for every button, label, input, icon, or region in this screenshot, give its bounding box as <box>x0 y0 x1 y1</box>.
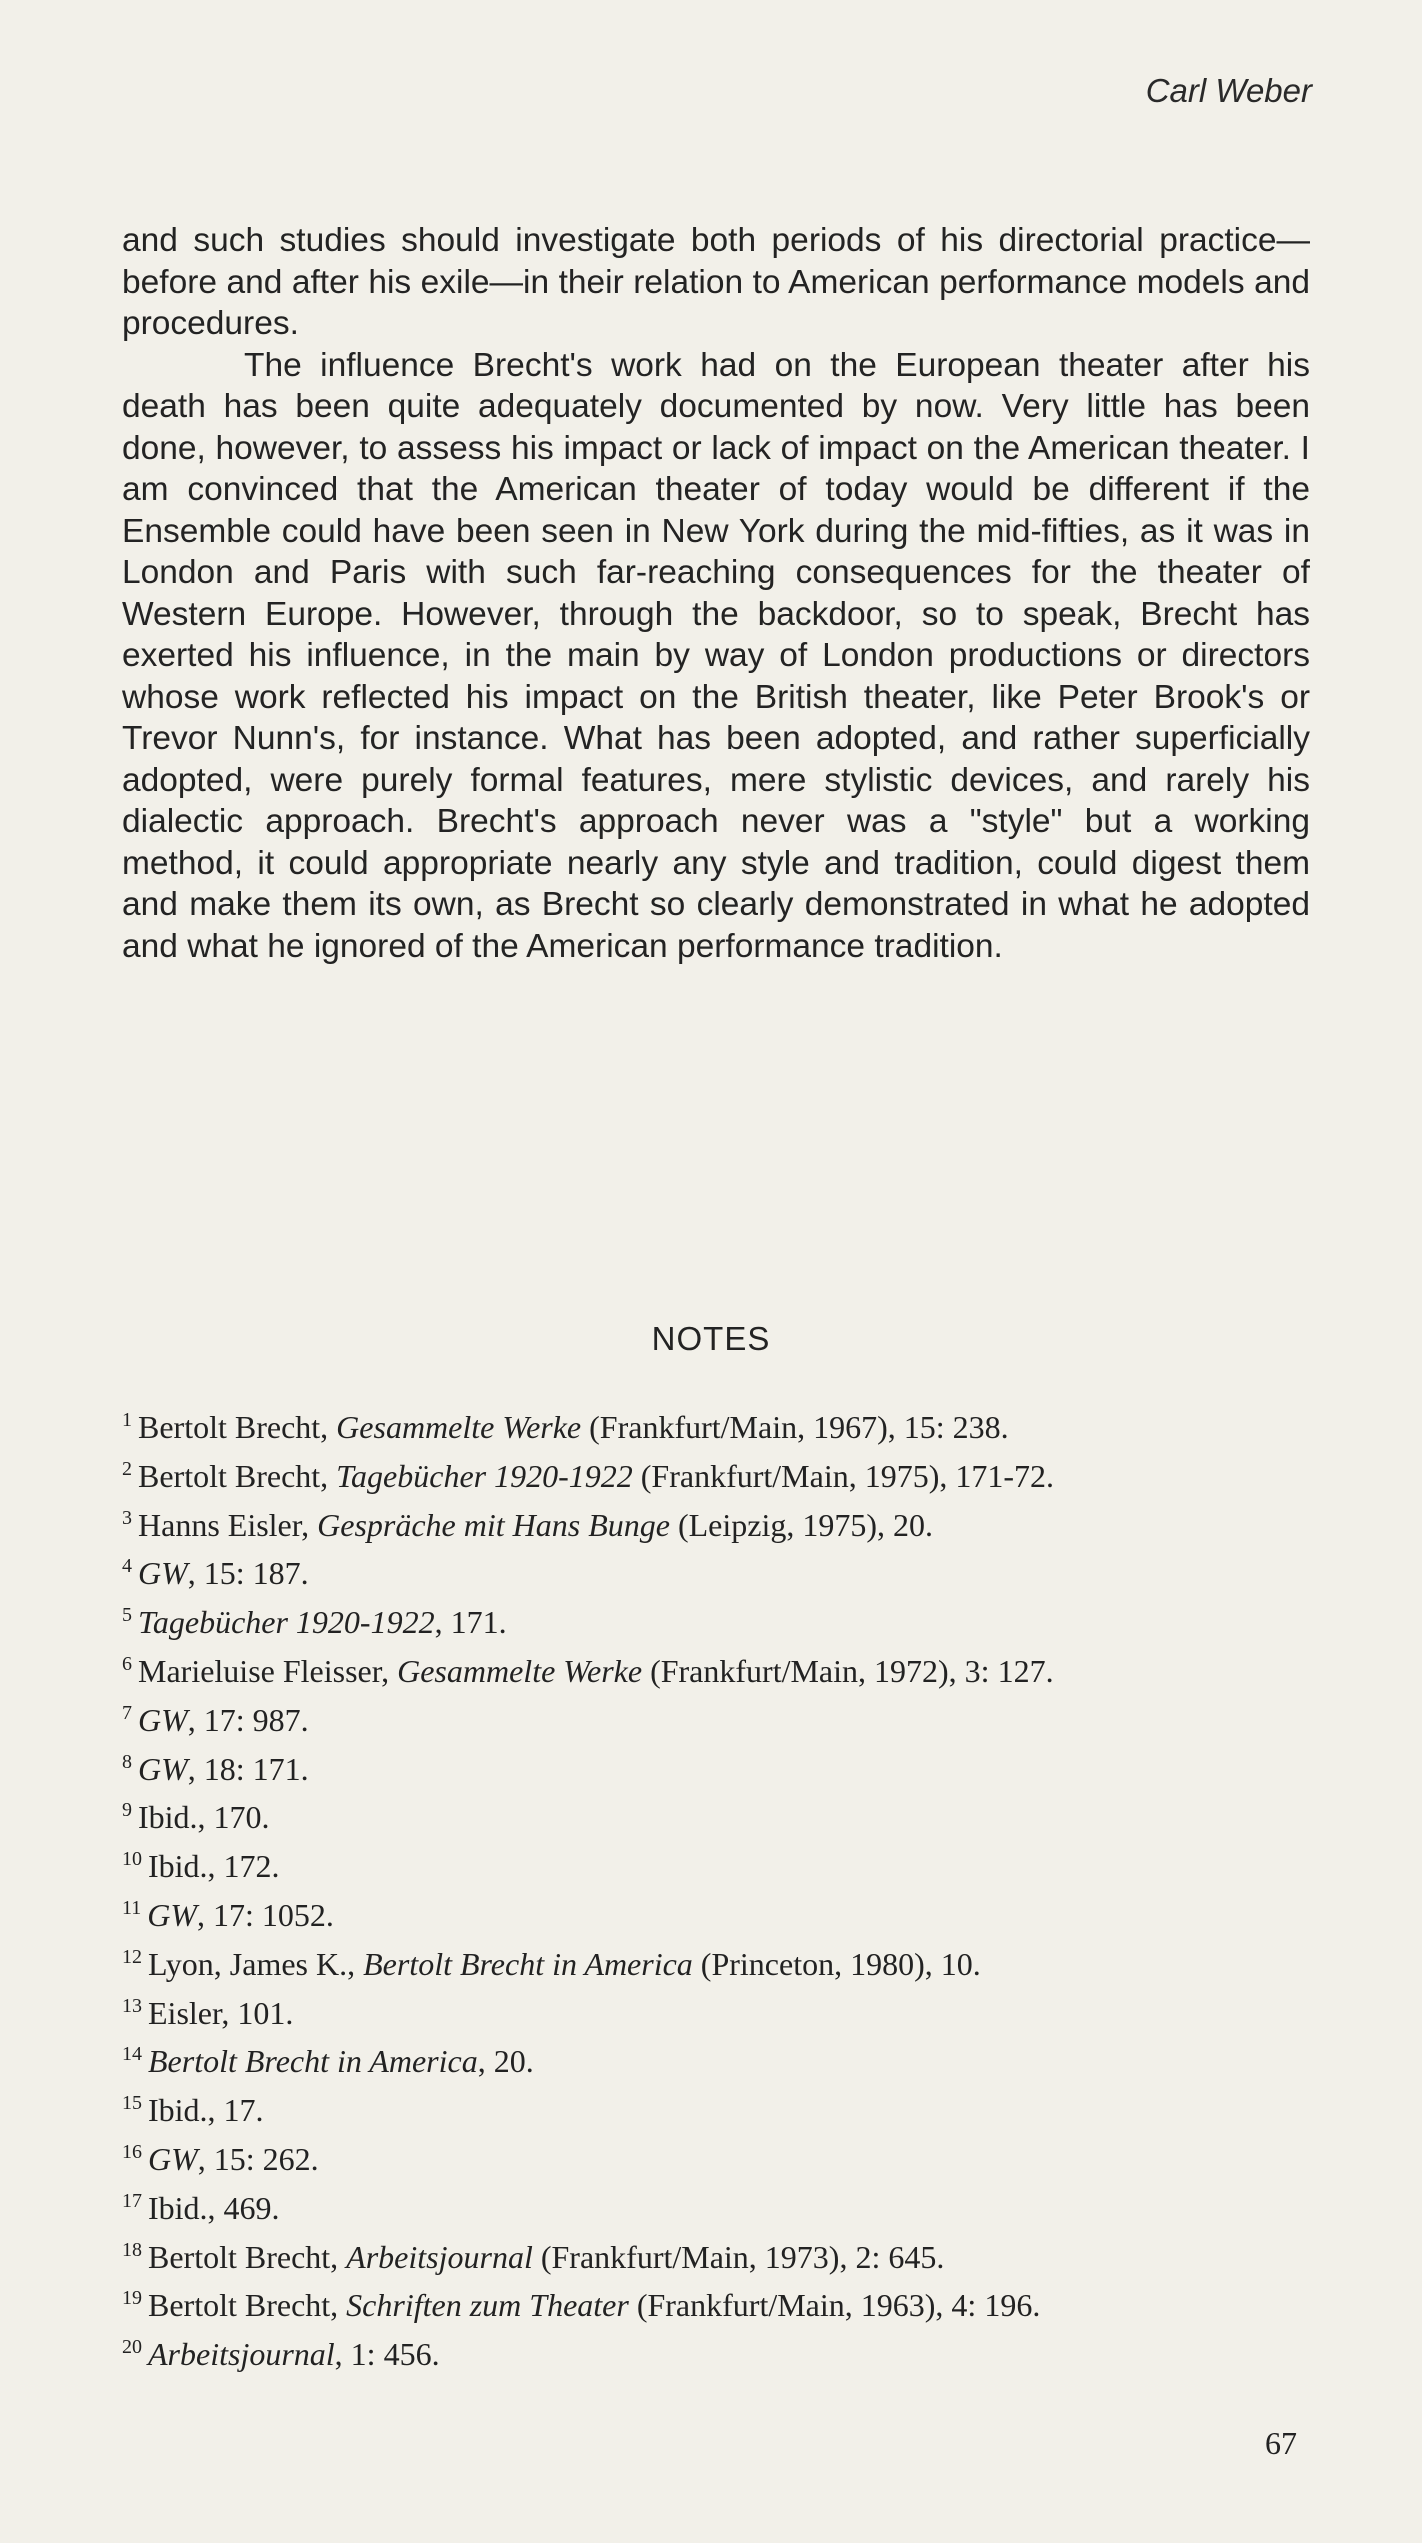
footnote-text: (Frankfurt/Main, 1975), 171-72. <box>632 1457 1055 1494</box>
footnote-text: , 1: 456. <box>334 2336 440 2373</box>
footnote-number: 16 <box>122 2140 142 2163</box>
body-paragraph: and such studies should investigate both periods of his directorial practice—before and after his exile—in their relation to American performance models and procedures. <box>122 222 1310 342</box>
footnote-text: Bertolt Brecht, <box>148 2287 347 2324</box>
footnote-text: Ibid., 17. <box>148 2092 264 2129</box>
footnote-number: 18 <box>122 2238 142 2261</box>
footnote <box>122 1742 1310 1791</box>
footnote <box>122 2230 1310 2279</box>
footnote <box>122 1888 1310 1937</box>
footnote <box>122 1839 1310 1888</box>
footnote <box>122 1595 1310 1644</box>
footnote-number: 10 <box>122 1848 142 1871</box>
footnote <box>122 2327 1310 2376</box>
footnote-title: Schriften zum Theater <box>346 2287 629 2324</box>
running-head: Carl Weber <box>1145 72 1312 109</box>
footnote <box>122 1986 1310 2035</box>
footnote <box>122 2132 1310 2181</box>
footnote-title: Gesammelte Werke <box>397 1652 643 1689</box>
footnote-title: Bertolt Brecht in America <box>363 1945 693 1982</box>
footnote-text: (Frankfurt/Main, 1972), 3: 127. <box>642 1652 1054 1689</box>
notes-heading: NOTES <box>651 1320 771 1357</box>
footnote-number: 4 <box>122 1555 132 1578</box>
footnote-text: Marieluise Fleisser, <box>138 1652 398 1689</box>
footnote <box>122 2034 1310 2083</box>
footnote-text: (Frankfurt/Main, 1973), 2: 645. <box>532 2238 945 2275</box>
footnote-text: , 17: 1052. <box>197 1896 334 1933</box>
footnote-text: Bertolt Brecht, <box>148 2238 347 2275</box>
footnote-number: 15 <box>122 2092 142 2115</box>
footnote-text: (Leipzig, 1975), 20. <box>669 1506 933 1543</box>
footnote <box>122 1644 1310 1693</box>
footnote-number: 2 <box>122 1457 132 1480</box>
footnote-text: (Frankfurt/Main, 1967), 15: 238. <box>581 1409 1009 1445</box>
footnote-text: , 18: 171. <box>187 1750 309 1787</box>
footnote-title: GW <box>138 1750 188 1787</box>
footnote-text: Lyon, James K., <box>148 1945 364 1982</box>
footnote-title: Bertolt Brecht in America <box>148 2043 478 2080</box>
footnote-number: 17 <box>122 2189 142 2212</box>
footnote-text: , 171. <box>434 1604 507 1641</box>
footnote-title: GW <box>138 1555 188 1592</box>
footnote-text: (Frankfurt/Main, 1963), 4: 196. <box>628 2287 1041 2324</box>
footnote-title: Gesammelte Werke <box>336 1409 582 1445</box>
footnote-text: Ibid., 469. <box>148 2189 280 2226</box>
footnote-title: Arbeitsjournal <box>346 2238 533 2275</box>
footnote-title: Tagebücher 1920-1922 <box>336 1457 633 1494</box>
footnote-text: , 15: 187. <box>187 1555 309 1592</box>
footnote-title: Tagebücher 1920-1922 <box>138 1604 435 1641</box>
footnote-number: 9 <box>122 1799 132 1822</box>
footnote-title: GW <box>147 1896 198 1933</box>
footnote-text: , 17: 987. <box>187 1701 309 1738</box>
footnote <box>122 2083 1310 2132</box>
body-paragraph: The influence Brecht's work had on the European theater after his death has been quite adequately documented by now. Very little has been done, however, to assess his impact or lack of impact on the American theater. I am convinced that the American theater of today would be different if the Ensemble could have been seen in New York during the mid-fifties, as it was in London and Paris with such far-reaching consequences for the theater of Western Europe. However, through the backdoor, so to speak, Brecht has exerted his influence, in the main by way of London productions or directors whose work reflected his impact on the British theater, like Peter Brook's or Trevor Nunn's, for instance. What has been adopted, and rather superficially adopted, were purely formal features, mere stylistic devices, and rarely his dialectic approach. Brecht's approach never was a "style" but a working method, it could appropriate nearly any style and tradition, could digest them and make them its own, as Brecht so clearly demonstrated in what he adopted and what he ignored of the American performance tradition. <box>122 346 1310 965</box>
body-text <box>122 220 1310 967</box>
footnote-text: Bertolt Brecht, <box>138 1409 337 1445</box>
footnote <box>122 1937 1310 1986</box>
footnote-title: GW <box>148 2140 198 2177</box>
footnote-number: 19 <box>122 2287 142 2310</box>
page-number: 67 <box>1265 2425 1297 2461</box>
footnote-number: 7 <box>122 1701 132 1724</box>
footnote-text: , 15: 262. <box>197 2140 319 2177</box>
footnote-number: 14 <box>122 2043 142 2066</box>
footnote-number: 8 <box>122 1750 132 1773</box>
notes-list <box>122 1400 1310 2376</box>
footnote-text: Eisler, 101. <box>148 1994 294 2031</box>
footnote-number: 6 <box>122 1652 132 1675</box>
footnote-text: (Princeton, 1980), 10. <box>692 1945 981 1982</box>
footnote-text: Ibid., 170. <box>138 1799 270 1836</box>
footnote-number: 12 <box>122 1945 142 1968</box>
footnote <box>122 1400 1310 1449</box>
footnote-text: Ibid., 172. <box>148 1848 280 1885</box>
footnote-number: 1 <box>122 1409 132 1431</box>
footnote <box>122 1790 1310 1839</box>
footnote-title: GW <box>138 1701 188 1738</box>
footnote-title: Gespräche mit Hans Bunge <box>317 1506 670 1543</box>
footnote-number: 20 <box>122 2336 142 2359</box>
footnote <box>122 1449 1310 1498</box>
footnote-number: 3 <box>122 1506 132 1529</box>
footnote <box>122 2181 1310 2230</box>
footnote <box>122 1546 1310 1595</box>
footnote <box>122 2278 1310 2327</box>
footnote-number: 11 <box>122 1896 142 1919</box>
footnote-number: 13 <box>122 1994 142 2017</box>
footnote-text: Hanns Eisler, <box>138 1506 318 1543</box>
footnote-number: 5 <box>122 1604 132 1627</box>
footnote-title: Arbeitsjournal <box>148 2336 335 2373</box>
footnote <box>122 1498 1310 1547</box>
footnote-text: Bertolt Brecht, <box>138 1457 337 1494</box>
footnote-text: , 20. <box>477 2043 534 2080</box>
footnote <box>122 1693 1310 1742</box>
